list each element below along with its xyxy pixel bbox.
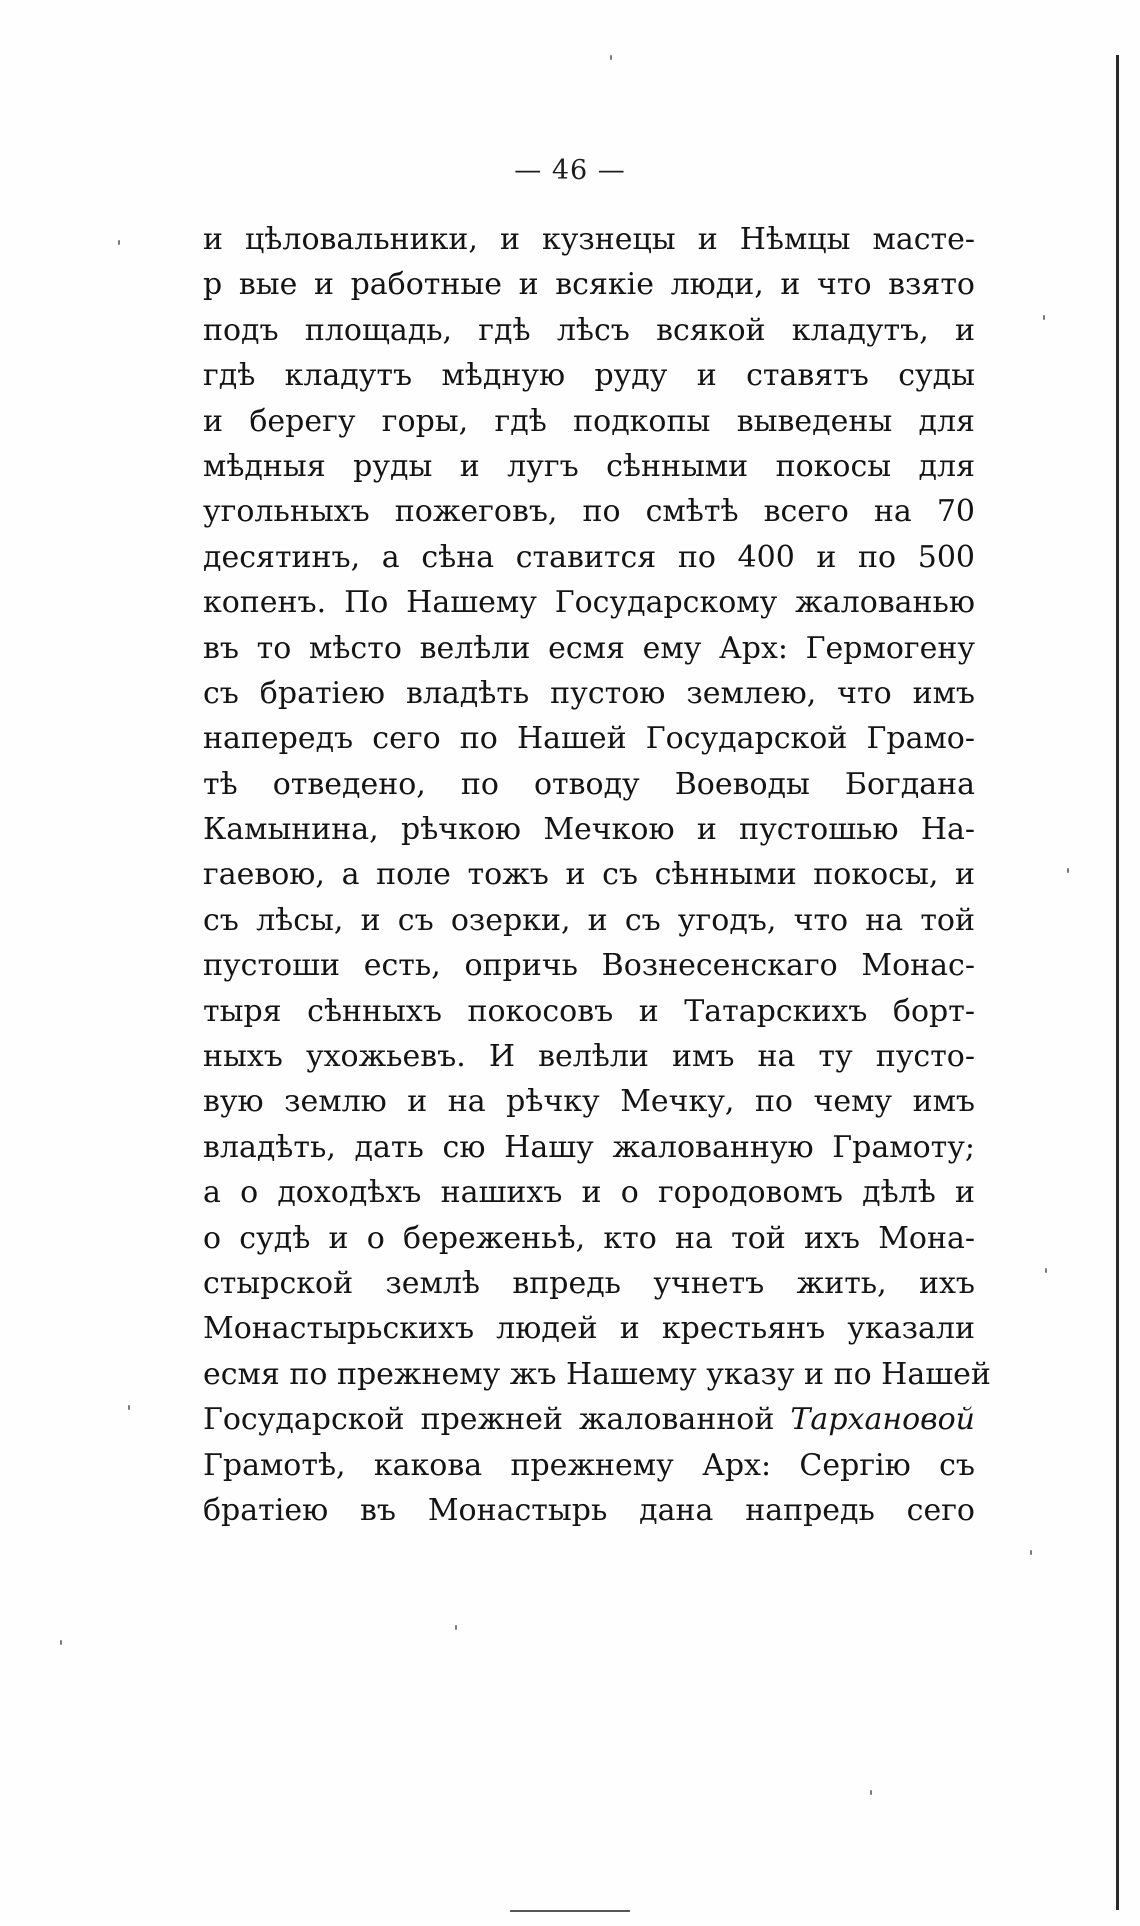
text-line: тѣ отведено, по отводу Воеводы Богдана	[203, 766, 975, 802]
text-line: Камынина, рѣчкою Мечкою и пустошью На-	[203, 812, 975, 848]
text-line: десятинъ, а сѣна ставится по 400 и по 500	[203, 539, 975, 575]
text-line: напередъ сего по Нашей Государской Грамо-	[203, 721, 975, 757]
text-line: въ то мѣсто велѣли есмя ему Арх: Гермогену	[203, 630, 975, 666]
paper-speck	[1043, 315, 1045, 320]
bottom-rule	[510, 1910, 630, 1912]
text-line: гдѣ кладутъ мѣдную руду и ставятъ суды	[203, 358, 975, 394]
body-text	[203, 217, 991, 1533]
paper-speck	[128, 1405, 130, 1410]
paper-speck	[60, 1640, 62, 1645]
text-line: р вые и работные и всякіе люди, и что взято	[203, 267, 975, 303]
paper-speck	[1045, 1268, 1047, 1273]
text-line: копенъ. По Нашему Государскому жалованью	[203, 585, 975, 621]
paper-speck	[118, 240, 120, 245]
text-line: съ братіею владѣть пустою землею, что имъ	[203, 675, 975, 711]
paper-speck	[610, 55, 612, 60]
paper-speck	[870, 1790, 872, 1795]
page-edge-line	[1116, 55, 1119, 1910]
text-line: братіею въ Монастырь дана напредь сего	[203, 1492, 975, 1528]
text-line	[203, 1397, 975, 1442]
text-line: о судѣ и о береженьѣ, кто на той ихъ Мона-	[203, 1220, 975, 1256]
text-line: съ лѣсы, и съ озерки, и съ угодъ, что на той	[203, 902, 975, 938]
text-line: подъ площадь, гдѣ лѣсъ всякой кладутъ, и	[203, 312, 975, 348]
text-line: вую землю и на рѣчку Мечку, по чему имъ	[203, 1084, 975, 1120]
paper-speck	[1030, 1550, 1032, 1555]
text-line: гаевою, а поле тожъ и съ сѣнными покосы, и	[203, 857, 975, 893]
text-segment: Государской прежней жалованной	[203, 1402, 775, 1438]
italic-word: Тархановой	[790, 1402, 975, 1438]
text-line: тыря сѣнныхъ покосовъ и Татарскихъ борт-	[203, 993, 975, 1029]
text-line: а о доходѣхъ нашихъ и о городовомъ дѣлѣ и	[203, 1175, 975, 1211]
page-number: — 46 —	[514, 155, 626, 186]
paper-speck	[455, 1625, 457, 1630]
text-line: ныхъ ухожьевъ. И велѣли имъ на ту пусто-	[203, 1039, 975, 1075]
paper-speck	[1067, 868, 1069, 873]
text-line: Грамотѣ, какова прежнему Арх: Сергію съ	[203, 1447, 975, 1483]
text-line: и берегу горы, гдѣ подкопы выведены для	[203, 403, 975, 439]
text-line: пустоши есть, опричь Вознесенскаго Монас-	[203, 948, 975, 984]
text-line: угольныхъ пожеговъ, по смѣтѣ всего на 70	[203, 494, 975, 530]
text-line: и цѣловальники, и кузнецы и Нѣмцы масте-	[203, 222, 975, 257]
text-line: стырской землѣ впредь учнетъ жить, ихъ	[203, 1265, 975, 1301]
text-line: Монастырьскихъ людей и крестьянъ указали	[203, 1311, 975, 1347]
text-line: есмя по прежнему жъ Нашему указу и по Нашей	[203, 1356, 991, 1392]
text-line: владѣть, дать сю Нашу жалованную Грамоту;	[203, 1129, 975, 1165]
text-line: мѣдныя руды и лугъ сѣнными покосы для	[203, 448, 975, 484]
